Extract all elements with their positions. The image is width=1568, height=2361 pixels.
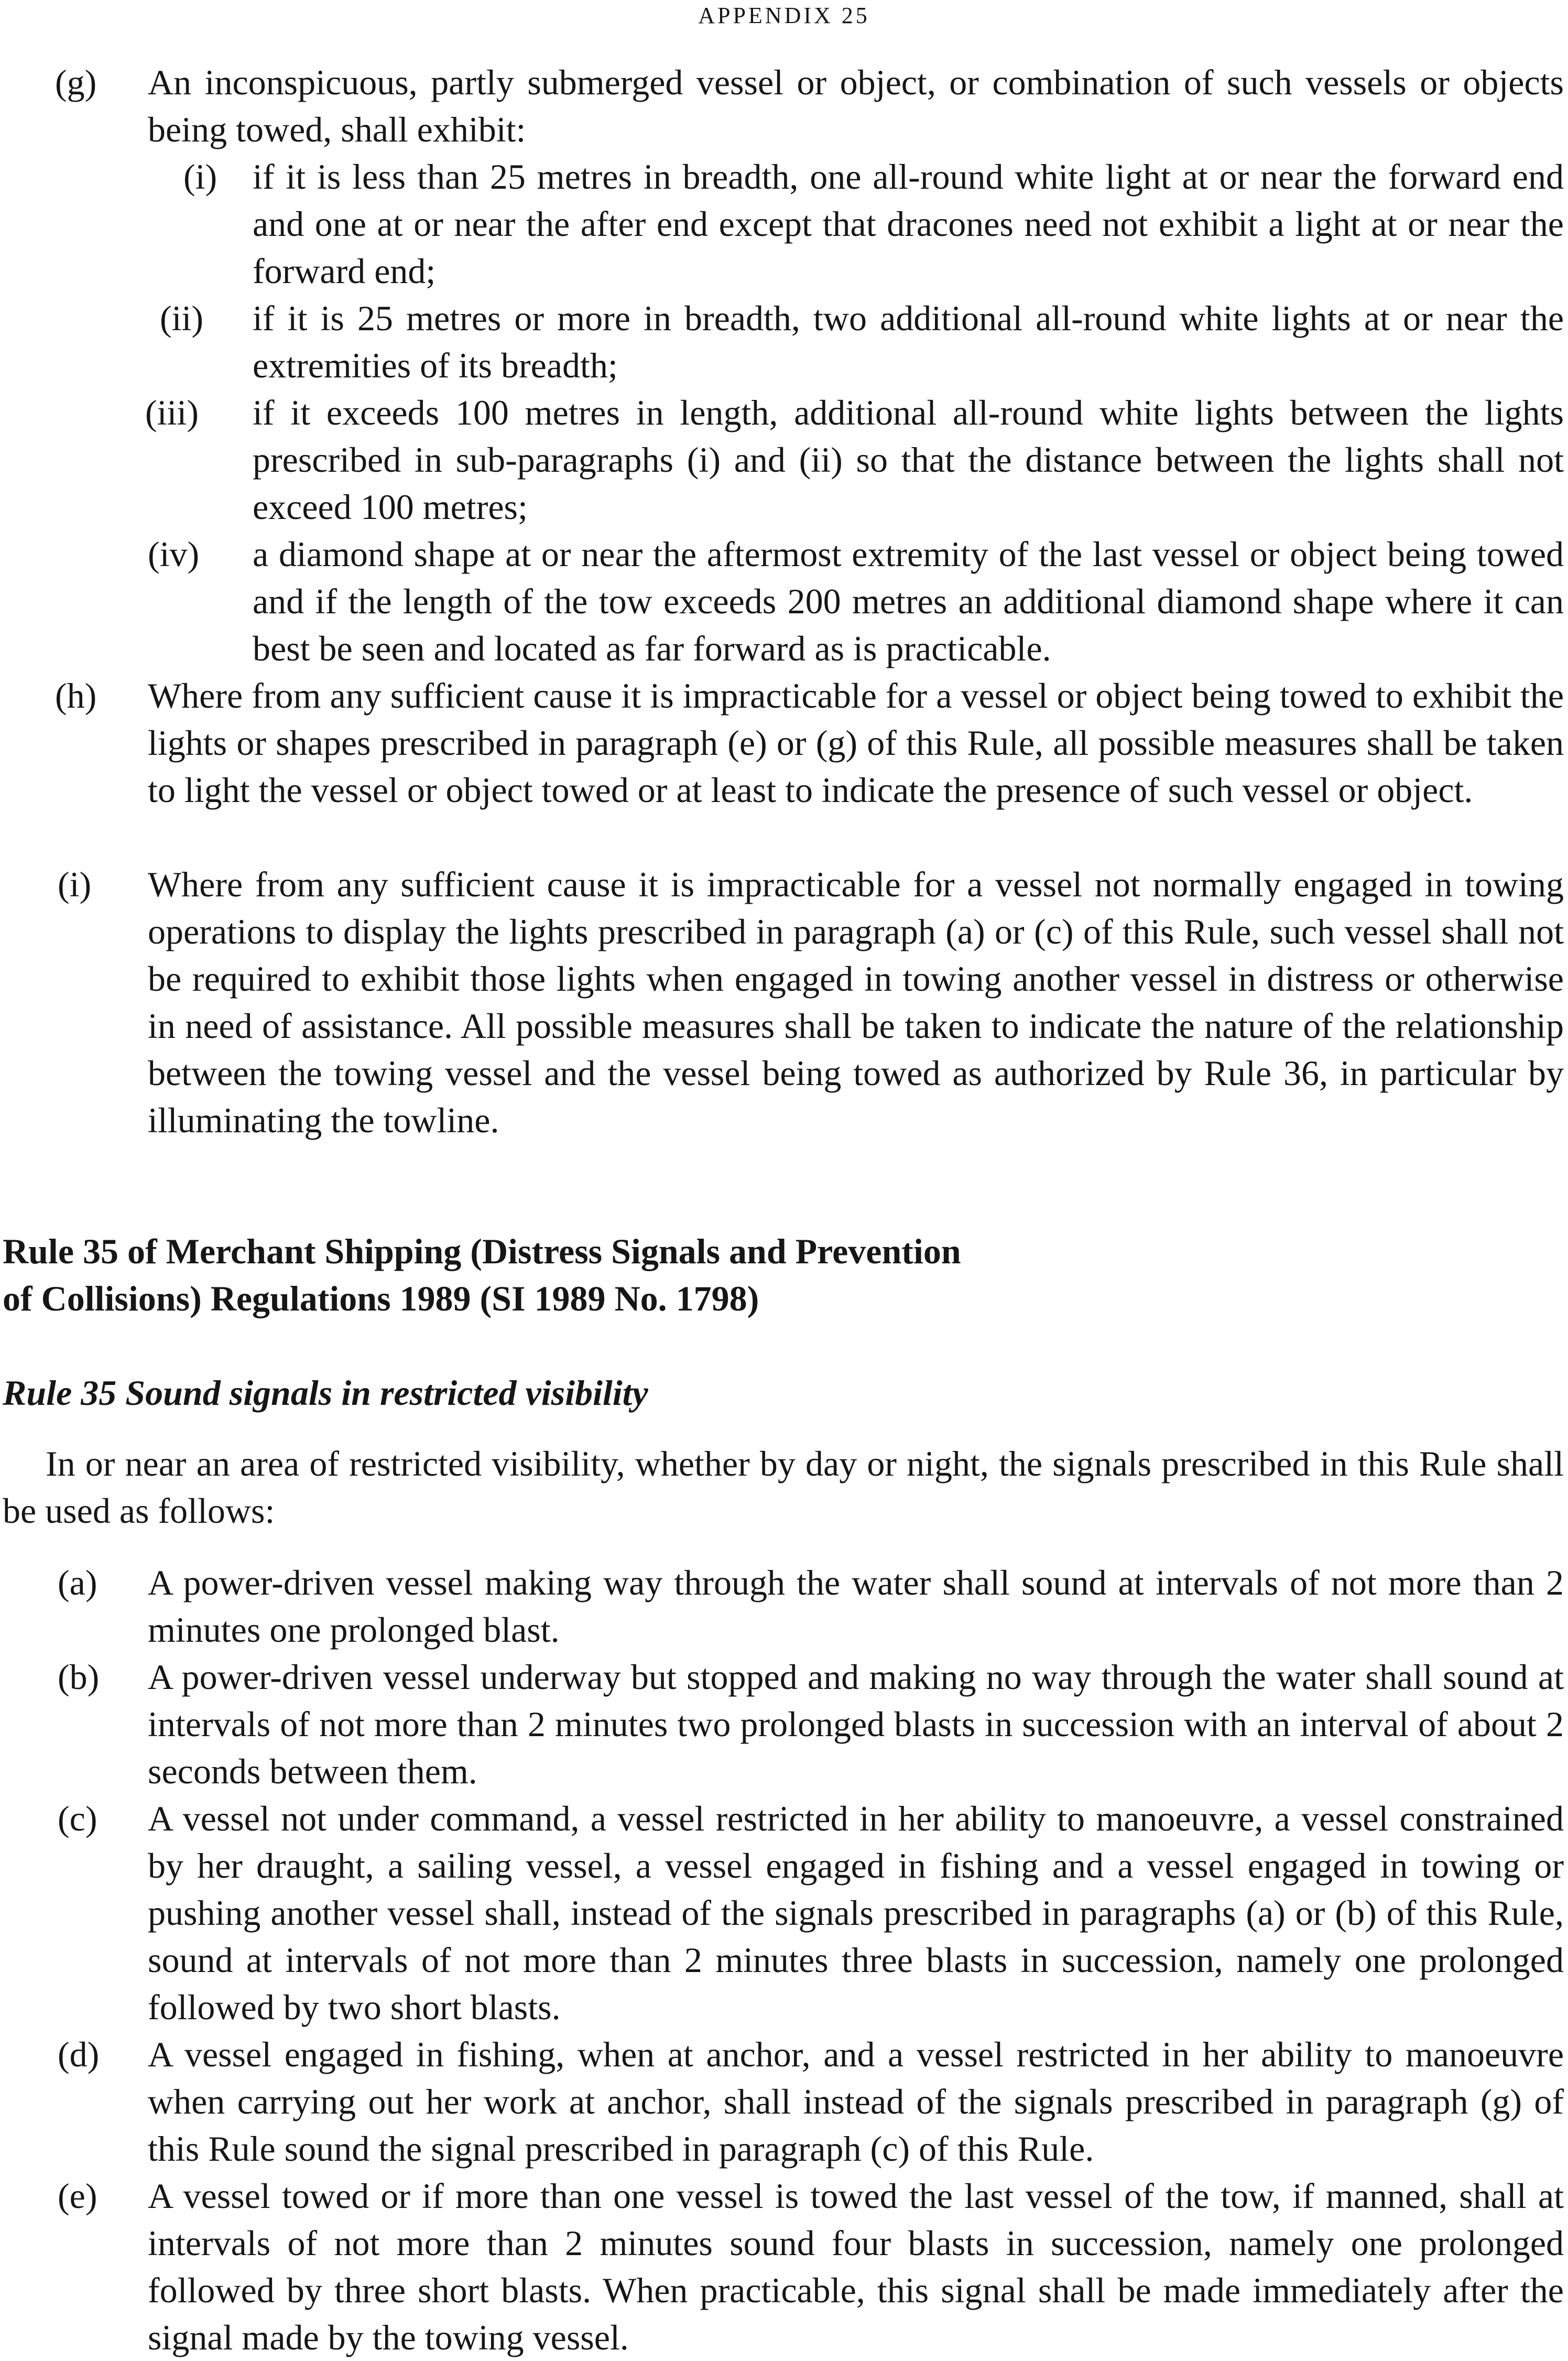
item-label: (d)	[58, 2034, 100, 2074]
intro-paragraph: In or near an area of restricted visibility, whether by day or night, the signals prescribed in this Rule shall be used as follows:	[3, 1444, 1564, 1531]
item-label: (i)	[58, 864, 92, 904]
rule24-subitem-ii	[160, 295, 1564, 389]
item-text: Where from any sufficient cause it is impracticable for a vessel not normally engaged in towing operations to display the lights prescribed in paragraph (a) or (c) of this Rule, such vessel shall not be required to exhibit those lights when engaged in towing another vessel in distress or otherwise in need of assistance. All possible measures shall be taken to indicate the nature of the relationship between the towing vessel and the vessel being towed as authorized by Rule 36, in particular by illuminating the towline.	[148, 864, 1564, 1140]
item-text: if it is less than 25 metres in breadth, one all-round white light at or near the forward end and one at or near the after end except that dracones need not exhibit a light at or near the forward end;	[253, 157, 1564, 291]
item-label: (c)	[58, 1799, 97, 1838]
item-text: if it is 25 metres or more in breadth, two additional all-round white lights at or near the extremities of its breadth;	[253, 298, 1564, 385]
item-label: (b)	[58, 1657, 100, 1697]
item-text: a diamond shape at or near the aftermost extremity of the last vessel or object being towed and if the length of the tow exceeds 200 metres an additional diamond shape where it can best be seen and located as far forward as is practicable.	[253, 534, 1564, 668]
rule35-item-c	[58, 1795, 1564, 2031]
rule24-subitem-iii	[145, 389, 1564, 530]
section-heading	[3, 1228, 1156, 1322]
rule-title: Rule 35 Sound signals in restricted visibility	[3, 1373, 648, 1413]
rule35-item-e	[58, 2172, 1564, 2361]
rule24-subitem-i	[183, 153, 1564, 295]
item-text: A vessel towed or if more than one vessel is towed the last vessel of the tow, if manned, shall at intervals of not more than 2 minutes sound four blasts in succession, namely one prolonged followed by three short blasts. When practicable, this signal shall be made immediately after the signal made by the towing vessel.	[148, 2176, 1564, 2357]
item-text: if it exceeds 100 metres in length, additional all-round white lights between the lights prescribed in sub-paragraphs (i) and (ii) so that the distance between the lights shall not exceed 100 metres;	[253, 393, 1564, 527]
rule24-item-i	[58, 861, 1564, 1144]
item-label: (ii)	[160, 298, 204, 338]
section-heading-line-2: of Collisions) Regulations 1989 (SI 1989 No. 1798)	[3, 1279, 759, 1318]
section-heading-line-1: Rule 35 of Merchant Shipping (Distress Signals and Prevention	[3, 1231, 961, 1271]
item-label: (iii)	[145, 393, 199, 432]
item-label: (a)	[58, 1563, 97, 1602]
item-label: (iv)	[148, 534, 200, 574]
item-text: An inconspicuous, partly submerged vessel or object, or combination of such vessels or objects being towed, shall exhibit:	[148, 62, 1564, 149]
item-label: (i)	[183, 157, 217, 197]
item-text: A vessel engaged in fishing, when at anchor, and a vessel restricted in her ability to manoeuvre when carrying out her work at anchor, shall instead of the signals prescribed in paragraph (g) of this Rule sound the signal prescribed in paragraph (c) of this Rule.	[148, 2034, 1564, 2169]
item-label: (h)	[55, 676, 97, 716]
rule35-item-b	[58, 1653, 1564, 1795]
rule24-subitem-iv	[148, 530, 1564, 672]
item-text: A vessel not under command, a vessel restricted in her ability to manoeuvre, a vessel constrained by her draught, a sailing vessel, a vessel engaged in fishing and a vessel engaged in towing or pushing another vessel shall, instead of the signals prescribed in paragraphs (a) or (b) of this Rule, sound at intervals of not more than 2 minutes three blasts in succession, namely one prolonged followed by two short blasts.	[148, 1799, 1564, 2027]
rule24-item-h	[55, 672, 1564, 814]
item-text: Where from any sufficient cause it is impracticable for a vessel or object being towed to exhibit the lights or shapes prescribed in paragraph (e) or (g) of this Rule, all possible measures shall be taken to light the vessel or object towed or at least to indicate the presence of such vessel or object.	[148, 676, 1564, 810]
rule24-item-g	[55, 59, 1564, 153]
item-text: A power-driven vessel underway but stopped and making no way through the water shall sound at intervals of not more than 2 minutes two prolonged blasts in succession with an interval of about 2 seconds between them.	[148, 1657, 1564, 1791]
rule35-item-d	[58, 2031, 1564, 2172]
item-label: (g)	[55, 62, 97, 102]
rule35-item-a	[58, 1559, 1564, 1653]
item-text: A power-driven vessel making way through the water shall sound at intervals of not more than 2 minutes one prolonged blast.	[148, 1563, 1564, 1650]
item-label: (e)	[58, 2176, 97, 2216]
running-head: APPENDIX 25	[698, 3, 870, 28]
